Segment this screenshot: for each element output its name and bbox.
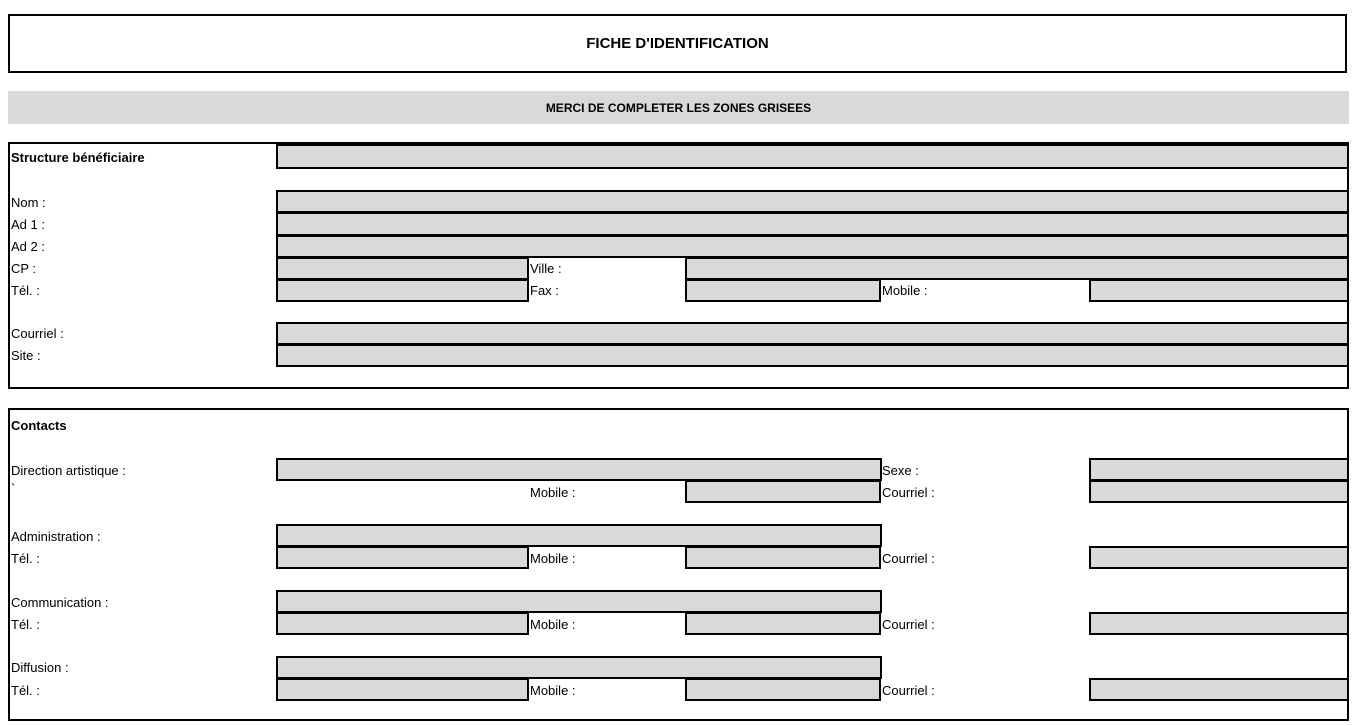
contacts-section-title: Contacts bbox=[11, 418, 67, 433]
direction-mobile-field[interactable] bbox=[685, 480, 881, 503]
administration-mobile-label: Mobile : bbox=[530, 551, 576, 566]
direction-courriel-label: Courriel : bbox=[882, 485, 935, 500]
communication-tel-field[interactable] bbox=[276, 612, 529, 635]
structure-mobile-field[interactable] bbox=[1089, 279, 1349, 302]
nom-label: Nom : bbox=[11, 195, 46, 210]
ad2-label: Ad 2 : bbox=[11, 239, 45, 254]
cp-field[interactable] bbox=[276, 257, 529, 280]
ad1-field[interactable] bbox=[276, 212, 1349, 236]
sexe-field[interactable] bbox=[1089, 458, 1349, 481]
structure-courriel-field[interactable] bbox=[276, 322, 1349, 345]
structure-tel-field[interactable] bbox=[276, 279, 529, 302]
cp-label: CP : bbox=[11, 261, 37, 276]
diffusion-name-field[interactable] bbox=[276, 656, 882, 679]
fax-label: Fax : bbox=[530, 283, 559, 298]
nom-field[interactable] bbox=[276, 190, 1349, 213]
communication-mobile-label: Mobile : bbox=[530, 617, 576, 632]
communication-tel-label: Tél. : bbox=[11, 617, 40, 632]
administration-courriel-field[interactable] bbox=[1089, 546, 1349, 569]
diffusion-mobile-field[interactable] bbox=[685, 678, 881, 701]
structure-tel-label: Tél. : bbox=[11, 283, 40, 298]
ville-field[interactable] bbox=[685, 257, 1349, 280]
ad2-field[interactable] bbox=[276, 235, 1349, 258]
diffusion-courriel-label: Courriel : bbox=[882, 683, 935, 698]
sexe-label: Sexe : bbox=[882, 463, 919, 478]
ville-label: Ville : bbox=[530, 261, 562, 276]
backtick-mark: ` bbox=[11, 481, 16, 496]
communication-courriel-field[interactable] bbox=[1089, 612, 1349, 635]
diffusion-tel-label: Tél. : bbox=[11, 683, 40, 698]
ad1-label: Ad 1 : bbox=[11, 217, 45, 232]
structure-courriel-label: Courriel : bbox=[11, 326, 64, 341]
direction-courriel-field[interactable] bbox=[1089, 480, 1349, 503]
administration-name-field[interactable] bbox=[276, 524, 882, 547]
structure-section-title: Structure bénéficiaire bbox=[11, 150, 145, 165]
communication-name-field[interactable] bbox=[276, 590, 882, 613]
communication-courriel-label: Courriel : bbox=[882, 617, 935, 632]
direction-mobile-label: Mobile : bbox=[530, 485, 576, 500]
fax-field[interactable] bbox=[685, 279, 881, 302]
administration-tel-label: Tél. : bbox=[11, 551, 40, 566]
site-label: Site : bbox=[11, 348, 41, 363]
instruction-banner: MERCI DE COMPLETER LES ZONES GRISEES bbox=[8, 91, 1349, 124]
administration-courriel-label: Courriel : bbox=[882, 551, 935, 566]
diffusion-mobile-label: Mobile : bbox=[530, 683, 576, 698]
structure-name-field[interactable] bbox=[276, 144, 1349, 169]
structure-mobile-label: Mobile : bbox=[882, 283, 928, 298]
diffusion-courriel-field[interactable] bbox=[1089, 678, 1349, 701]
diffusion-label: Diffusion : bbox=[11, 660, 69, 675]
diffusion-tel-field[interactable] bbox=[276, 678, 529, 701]
site-field[interactable] bbox=[276, 344, 1349, 367]
communication-mobile-field[interactable] bbox=[685, 612, 881, 635]
administration-tel-field[interactable] bbox=[276, 546, 529, 569]
direction-label: Direction artistique : bbox=[11, 463, 126, 478]
administration-label: Administration : bbox=[11, 529, 101, 544]
direction-name-field[interactable] bbox=[276, 458, 882, 481]
form-title: FICHE D'IDENTIFICATION bbox=[8, 14, 1347, 73]
communication-label: Communication : bbox=[11, 595, 109, 610]
administration-mobile-field[interactable] bbox=[685, 546, 881, 569]
